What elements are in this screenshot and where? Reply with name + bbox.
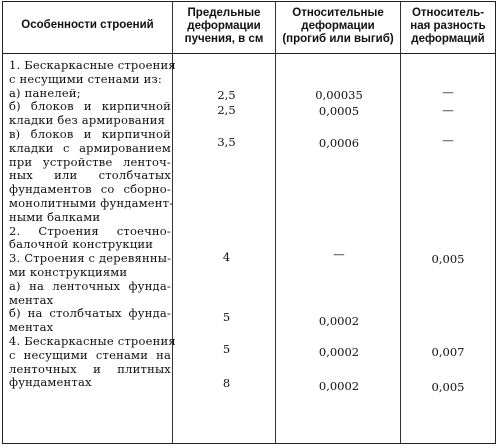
heave-limit-value: 5: [222, 310, 231, 324]
text-line: ментах: [9, 320, 54, 335]
relative-deformation-value: 0,00035: [315, 88, 363, 102]
text-line: кладки с армированием: [9, 140, 171, 155]
header-line: Относительные: [292, 7, 384, 19]
header-line: деформации: [187, 20, 261, 32]
heave-limit-value: 2,5: [217, 88, 236, 102]
text-line: фундаментов со сборно-: [9, 182, 171, 197]
text-line: монолитными фундамент-: [9, 195, 174, 210]
heave-limit-value: 5: [222, 342, 231, 356]
relative-deformation-value: 0,0005: [318, 104, 360, 118]
header-line: Относитель-: [411, 7, 485, 19]
text-line: кладки без армирования: [9, 113, 166, 128]
relative-difference-value: 0,005: [431, 380, 465, 394]
text-line: в) блоков и кирпичной: [9, 126, 171, 141]
header-line: (прогиб или выгиб): [282, 33, 394, 45]
header-line: пучения, в см: [184, 33, 264, 45]
header-col-heave-limit: [173, 7, 275, 46]
text-line: а) панелей;: [9, 85, 81, 100]
column-divider: [400, 2, 401, 443]
header-line: ная разность: [410, 20, 486, 32]
header-col-features: Особенности строений: [21, 19, 154, 31]
features-column-text: [9, 58, 176, 390]
heave-limit-value: 3,5: [217, 135, 236, 149]
heave-limit-value: 4: [222, 250, 231, 264]
relative-difference-value: —: [442, 133, 454, 147]
text-line: б) на столбчатых фунда-: [9, 306, 171, 321]
relative-deformation-value: 0,0002: [318, 314, 360, 328]
text-line: а) на ленточных фунда-: [9, 278, 171, 293]
deformation-table: [2, 1, 496, 444]
text-line: 3. Строения с деревянны-: [9, 251, 172, 266]
header-line: деформаций: [411, 33, 485, 45]
column-divider: [275, 2, 276, 443]
header-col-relative-difference: [401, 7, 495, 46]
text-line: 1. Бескаркасные строения: [9, 58, 176, 72]
header-col-relative-deformation: [276, 7, 400, 46]
header-line: Предельные: [187, 7, 261, 19]
text-line: с несущими стенами на: [9, 347, 171, 362]
text-line: ными балками: [9, 209, 101, 224]
text-line: фундаментах: [9, 375, 92, 390]
text-line: 2. Строения стоечно-: [9, 223, 171, 238]
relative-deformation-value: 0,0002: [318, 345, 360, 359]
relative-difference-value: —: [442, 103, 454, 117]
relative-deformation-value: 0,0006: [318, 136, 360, 150]
text-line: ми конструкциями: [9, 264, 128, 279]
text-line: балочной конструкции: [9, 237, 154, 252]
text-line: ных или столбчатых: [9, 168, 171, 183]
relative-deformation-value: 0,0002: [318, 379, 360, 393]
heave-limit-value: 8: [222, 376, 231, 390]
text-line: ментах: [9, 292, 54, 307]
text-line: при устройстве ленточ-: [9, 154, 171, 169]
text-line: ленточных и плитных: [9, 361, 171, 376]
header-line: деформации: [301, 20, 375, 32]
relative-difference-value: 0,005: [431, 252, 465, 266]
relative-difference-value: 0,007: [431, 345, 465, 359]
relative-difference-value: —: [442, 85, 454, 99]
heave-limit-value: 2,5: [217, 103, 236, 117]
relative-deformation-value: —: [333, 247, 345, 261]
text-line: б) блоков и кирпичной: [9, 99, 171, 114]
text-line: 4. Бескаркасные строения: [9, 333, 176, 348]
header-divider: [3, 53, 495, 54]
text-line: с несущими стенами из:: [9, 71, 163, 86]
